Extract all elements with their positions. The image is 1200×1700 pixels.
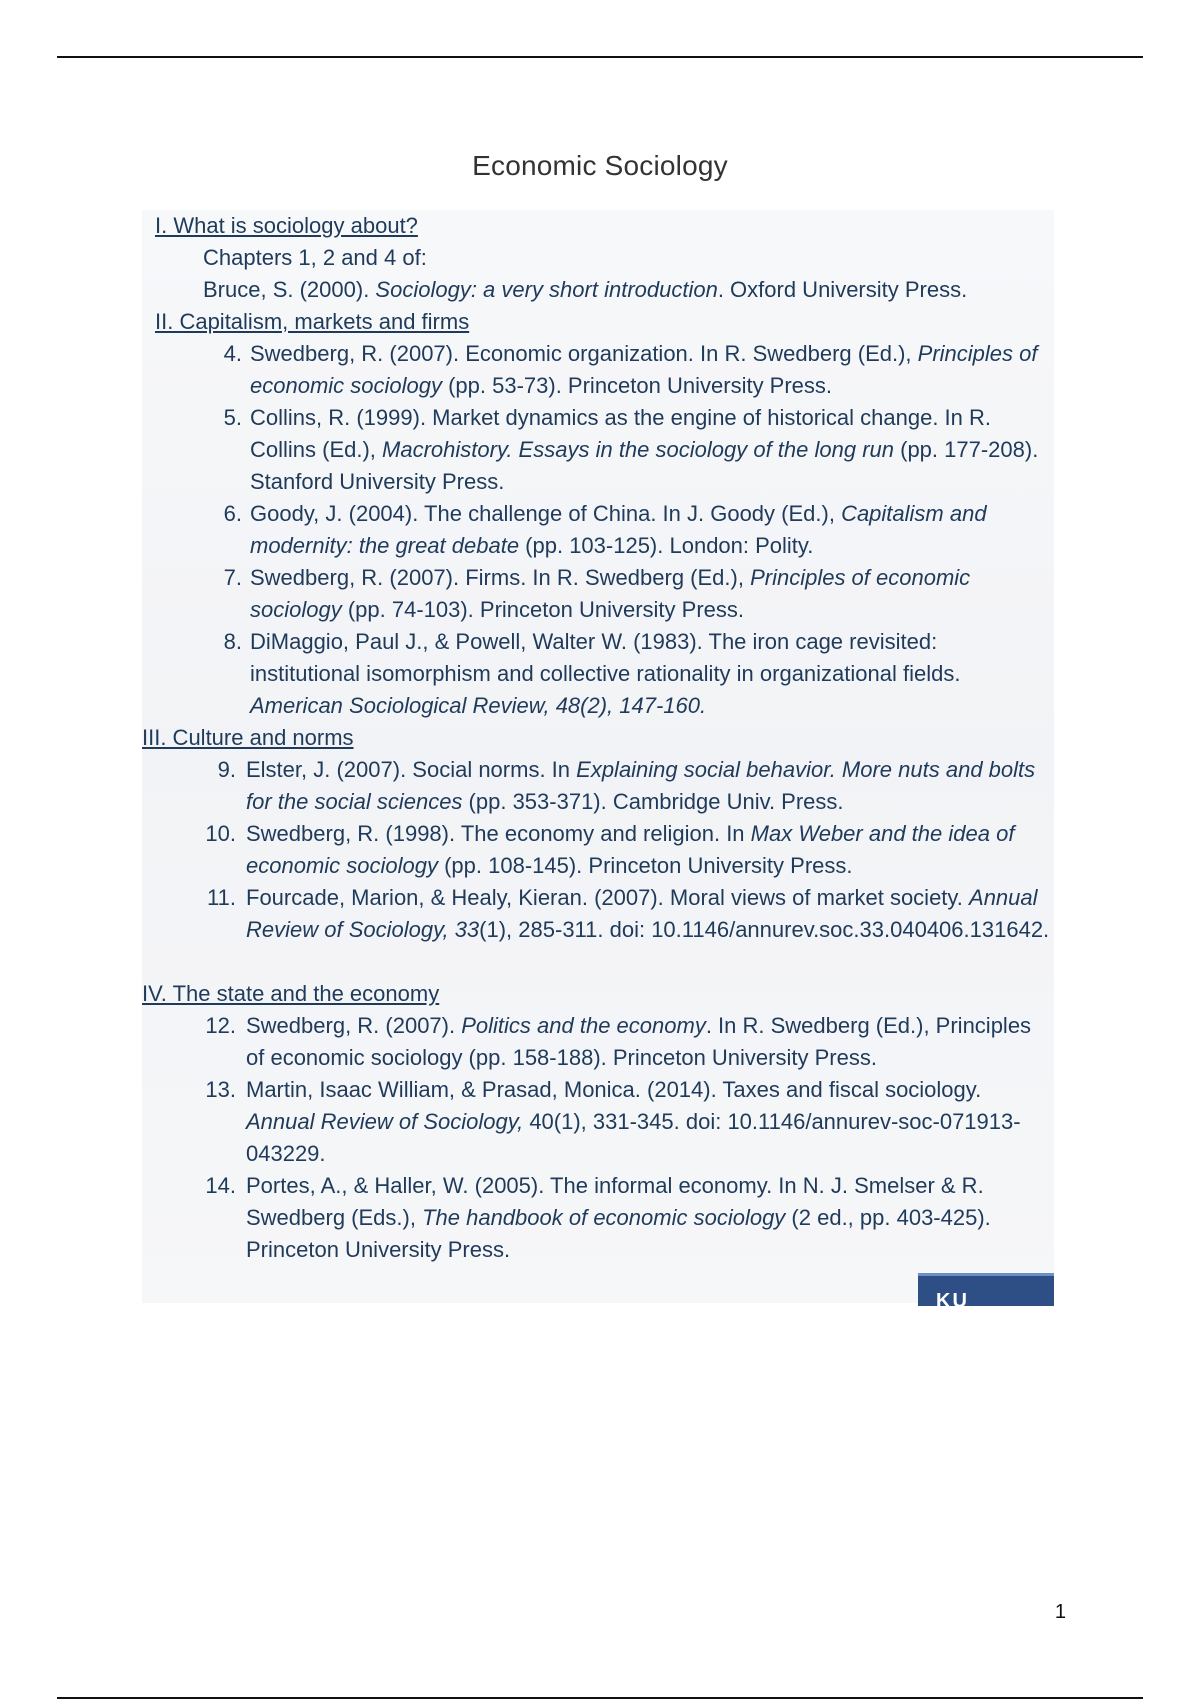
citation-text: Swedberg, R. (1998). The economy and religion. In Max Weber and the idea of economic sociology (pp. 108-145). Princeton University Press. (246, 821, 1015, 878)
citation-text: Bruce, S. (2000). Sociology: a very short introduction. Oxford University Press. (203, 277, 968, 302)
page-number: 1 (1054, 1601, 1066, 1623)
reading-list-items (142, 754, 1054, 946)
item-number: 9. (217, 757, 236, 782)
list-item (142, 1170, 1054, 1266)
list-item (142, 1010, 1054, 1074)
section-heading[interactable]: IV. The state and the economy (142, 981, 440, 1006)
list-item (142, 498, 1054, 562)
section-heading[interactable]: III. Culture and norms (142, 725, 354, 750)
citation-text: Swedberg, R. (2007). Politics and the economy. In R. Swedberg (Ed.), Principles of economic sociology (pp. 158-188). Princeton University Press. (246, 1013, 1032, 1070)
citation-text: Swedberg, R. (2007). Economic organization. In R. Swedberg (Ed.), Principles of economic sociology (pp. 53-73). Princeton University Press. (250, 341, 1038, 398)
item-number: 12. (205, 1013, 236, 1038)
section-line: Chapters 1, 2 and 4 of: (203, 245, 427, 270)
list-item (142, 626, 1054, 722)
reading-list (142, 210, 1054, 1303)
citation-text: Collins, R. (1999). Market dynamics as the engine of historical change. In R. Collins (Ed.), Macrohistory. Essays in the sociology of the long run (pp. 177-208). Stanford University Press. (250, 405, 1039, 494)
item-number: 11. (207, 885, 236, 910)
list-item (142, 882, 1054, 946)
item-number: 6. (223, 501, 242, 526)
citation-text: Goody, J. (2004). The challenge of China. In J. Goody (Ed.), Capitalism and modernity: the great debate (pp. 103-125). London: Polity. (250, 501, 987, 558)
citation-text: Fourcade, Marion, & Healy, Kieran. (2007). Moral views of market society. Annual Review of Sociology, 33(1), 285-311. doi: 10.1146/annurev.soc.33.040406.131642. (246, 885, 1050, 942)
item-number: 8. (223, 629, 242, 654)
citation-text: Martin, Isaac William, & Prasad, Monica. (2014). Taxes and fiscal sociology. Annual Review of Sociology, 40(1), 331-345. doi: 10.1146/annurev-soc-071913-043229. (246, 1077, 1021, 1166)
list-item (142, 1074, 1054, 1170)
section-2 (142, 306, 1054, 722)
citation-text: DiMaggio, Paul J., & Powell, Walter W. (1983). The iron cage revisited: institutional isomorphism and collective rationality in organizational fields. American Sociological Review, 48(2), 147-160. (250, 629, 961, 718)
section-4 (142, 978, 1054, 1266)
section-line (142, 274, 1054, 306)
page-title: Economic Sociology (472, 150, 728, 181)
section-heading[interactable]: II. Capitalism, markets and firms (155, 309, 470, 334)
section-1 (142, 210, 1054, 306)
logo-text: KU LEUVEN (936, 1290, 1030, 1335)
item-number: 14. (205, 1173, 236, 1198)
item-number: 4. (223, 341, 242, 366)
citation-text: Swedberg, R. (2007). Firms. In R. Swedberg (Ed.), Principles of economic sociology (pp. 74-103). Princeton University Press. (250, 565, 971, 622)
university-logo (918, 1273, 1054, 1335)
citation-text: Elster, J. (2007). Social norms. In Explaining social behavior. More nuts and bolts for the social sciences (pp. 353-371). Cambridge Univ. Press. (246, 757, 1036, 814)
footer-rule (57, 1697, 1143, 1699)
item-number: 10. (205, 821, 236, 846)
item-number: 7. (223, 565, 242, 590)
list-item (142, 402, 1054, 498)
header-rule (57, 56, 1143, 58)
section-heading[interactable]: I. What is sociology about? (155, 213, 418, 238)
list-item (142, 562, 1054, 626)
reading-list-items (142, 338, 1054, 722)
list-item (142, 818, 1054, 882)
section-3 (142, 722, 1054, 946)
citation-text: Portes, A., & Haller, W. (2005). The informal economy. In N. J. Smelser & R. Swedberg (Eds.), The handbook of economic sociology (2 ed., pp. 403-425). Princeton University Press. (246, 1173, 991, 1262)
item-number: 5. (223, 405, 242, 430)
list-item (142, 338, 1054, 402)
list-item (142, 754, 1054, 818)
reading-list-items (142, 1010, 1054, 1266)
item-number: 13. (205, 1077, 236, 1102)
spacer (142, 946, 1054, 978)
